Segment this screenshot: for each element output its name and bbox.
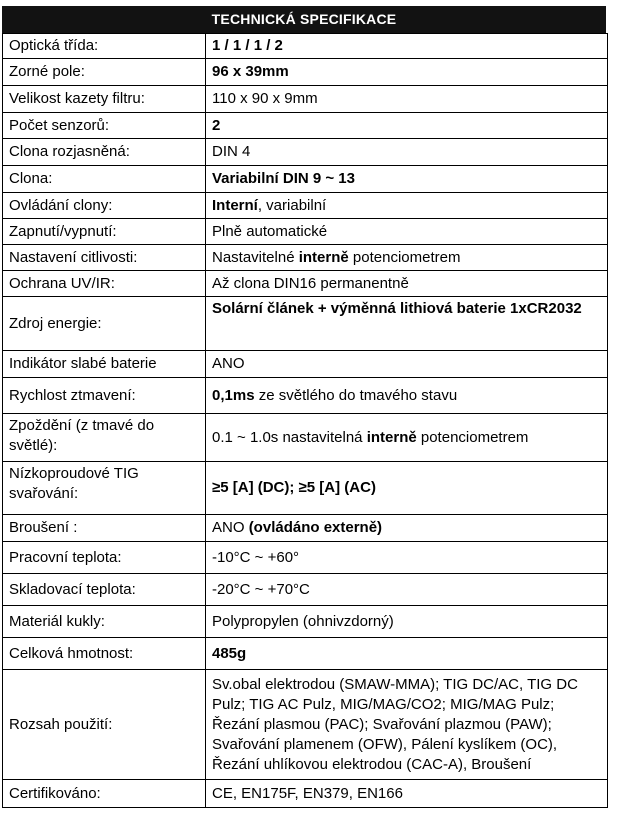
row-label: Nízkoproudové TIG svařování: [3, 462, 206, 515]
row-value: Solární článek + výměnná lithiová baterie 1xCR2032 [206, 297, 608, 351]
table-row [3, 59, 608, 86]
row-value [206, 193, 608, 219]
table-row [3, 139, 608, 166]
row-label: Počet senzorů: [3, 113, 206, 139]
table-row [3, 515, 608, 542]
row-value: DIN 4 [206, 139, 608, 166]
value-text: , variabilní [257, 196, 327, 214]
row-label: Skladovací teplota: [3, 574, 206, 606]
row-label: Broušení : [3, 515, 206, 542]
row-label: Pracovní teplota: [3, 542, 206, 574]
row-value [206, 414, 608, 462]
row-value: -10°C ~ +60° [206, 542, 608, 574]
table-row [3, 219, 608, 245]
row-value: Až clona DIN16 permanentně [206, 271, 608, 297]
table-row [3, 113, 608, 139]
value-text: potenciometrem [348, 248, 461, 266]
row-label: Celková hmotnost: [3, 638, 206, 670]
value-emphasis: Interní [212, 196, 258, 214]
table-row [3, 462, 608, 515]
row-value [206, 245, 608, 271]
row-value: Polypropylen (ohnivzdorný) [206, 606, 608, 638]
table-row [3, 606, 608, 638]
table-row [3, 271, 608, 297]
table-row [3, 414, 608, 462]
row-value: Sv.obal elektrodou (SMAW-MMA); TIG DC/AC, TIG DC Pulz; TIG AC Pulz, MIG/MAG/CO2; MIG/MAG Pulz; Řezání plasmou (PAC); Svařování plazmou (PAW); Svařování plamenem (OFW), Pálení kyslíkem (OC), Řezání uhlíkovou elektrodou (CAC-A), Broušení [206, 670, 608, 780]
row-label: Zapnutí/vypnutí: [3, 219, 206, 245]
row-value: 96 x 39mm [206, 59, 608, 86]
row-value [206, 515, 608, 542]
row-label: Velikost kazety filtru: [3, 86, 206, 113]
row-value: -20°C ~ +70°C [206, 574, 608, 606]
row-value: 485g [206, 638, 608, 670]
table-row [3, 670, 608, 780]
row-value: ANO [206, 351, 608, 378]
row-label: Clona rozjasněná: [3, 139, 206, 166]
table-row [3, 638, 608, 670]
value-text: ANO [212, 519, 249, 536]
spec-table [2, 33, 608, 808]
value-text: potenciometrem [416, 428, 529, 446]
table-row [3, 378, 608, 414]
row-label: Zorné pole: [3, 59, 206, 86]
table-row [3, 542, 608, 574]
row-label: Rozsah použití: [3, 670, 206, 780]
spec-sheet [2, 6, 606, 808]
table-row [3, 351, 608, 378]
row-value: CE, EN175F, EN379, EN166 [206, 780, 608, 808]
table-row [3, 166, 608, 193]
value-emphasis: 0,1ms [212, 386, 255, 404]
row-value: Plně automatické [206, 219, 608, 245]
row-label: Nastavení citlivosti: [3, 245, 206, 271]
table-row [3, 193, 608, 219]
value-emphasis: (ovládáno externě) [248, 519, 383, 536]
table-row [3, 780, 608, 808]
row-label: Materiál kukly: [3, 606, 206, 638]
table-row [3, 297, 608, 351]
row-label: Optická třída: [3, 34, 206, 59]
table-row [3, 86, 608, 113]
table-row [3, 574, 608, 606]
row-label: Zpoždění (z tmavé do světlé): [3, 414, 206, 462]
value-text: Nastavitelné [212, 248, 299, 266]
row-value: Variabilní DIN 9 ~ 13 [206, 166, 608, 193]
row-label: Certifikováno: [3, 780, 206, 808]
table-row [3, 245, 608, 271]
row-value: ≥5 [A] (DC); ≥5 [A] (AC) [206, 462, 608, 515]
row-label: Indikátor slabé baterie [3, 351, 206, 378]
table-row [3, 34, 608, 59]
value-emphasis: interně [298, 248, 349, 266]
value-emphasis: interně [366, 428, 417, 446]
spec-title: TECHNICKÁ SPECIFIKACE [2, 6, 606, 33]
row-label: Ochrana UV/IR: [3, 271, 206, 297]
row-value [206, 378, 608, 414]
row-label: Ovládání clony: [3, 193, 206, 219]
row-label: Zdroj energie: [3, 297, 206, 351]
row-value: 2 [206, 113, 608, 139]
row-value: 1 / 1 / 1 / 2 [206, 34, 608, 59]
row-value: 110 x 90 x 9mm [206, 86, 608, 113]
value-text: 0.1 ~ 1.0s nastavitelná [212, 428, 367, 446]
row-label: Rychlost ztmavení: [3, 378, 206, 414]
row-label: Clona: [3, 166, 206, 193]
value-text: ze světlého do tmavého stavu [254, 386, 458, 404]
